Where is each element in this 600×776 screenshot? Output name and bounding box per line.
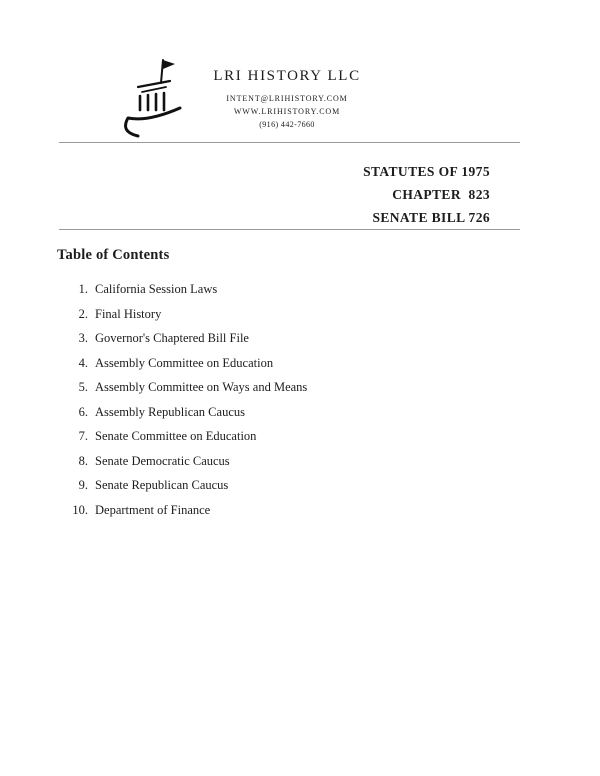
toc-item xyxy=(0,375,600,400)
lri-capitol-logo-icon xyxy=(118,56,198,142)
toc-item xyxy=(0,449,600,474)
toc-item-label: Assembly Committee on Ways and Means xyxy=(95,380,308,394)
toc-item-number: 8. xyxy=(78,453,88,468)
toc-item-label: Senate Republican Caucus xyxy=(95,478,229,492)
toc-item xyxy=(0,326,600,351)
toc-item xyxy=(0,424,600,449)
toc-item-number: 1. xyxy=(78,282,88,296)
toc-item-number: 2. xyxy=(78,306,88,321)
toc-item-label: Assembly Republican Caucus xyxy=(95,404,245,419)
divider-middle xyxy=(59,229,520,230)
toc-item-label: California Session Laws xyxy=(95,282,218,296)
toc-list xyxy=(0,277,600,522)
toc-item-label: Governor's Chaptered Bill File xyxy=(95,331,249,345)
toc-item-label: Senate Committee on Education xyxy=(95,429,257,443)
toc-item xyxy=(0,277,600,302)
company-name: LRI HISTORY LLC xyxy=(213,67,361,84)
email-address: INTENT@LRIHISTORY.COM xyxy=(226,93,348,103)
toc-item xyxy=(0,498,600,523)
toc-item-label: Assembly Committee on Education xyxy=(95,355,274,370)
statute-year: STATUTES OF 1975 xyxy=(363,164,490,179)
toc-item-number: 5. xyxy=(78,380,88,394)
statute-bill: SENATE BILL 726 xyxy=(372,210,490,225)
toc-item-number: 10. xyxy=(72,502,88,517)
phone-number: (916) 442-7660 xyxy=(259,119,315,129)
letterhead xyxy=(118,0,600,142)
toc-item xyxy=(0,351,600,376)
statute-chapter: CHAPTER 823 xyxy=(392,187,490,202)
toc-title: Table of Contents xyxy=(57,247,170,263)
toc-item-label: Department of Finance xyxy=(95,502,211,517)
toc-item-number: 4. xyxy=(78,355,88,370)
toc-item-number: 9. xyxy=(78,478,88,492)
website-address: WWW.LRIHISTORY.COM xyxy=(233,106,341,116)
toc-item-number: 7. xyxy=(78,429,88,443)
toc-item-label: Senate Democratic Caucus xyxy=(95,453,230,468)
toc-item xyxy=(0,400,600,425)
statute-block xyxy=(59,160,520,229)
toc-item xyxy=(0,302,600,327)
toc-item-number: 6. xyxy=(78,404,88,419)
contact-block xyxy=(212,68,362,131)
toc-item xyxy=(0,473,600,498)
toc-item-number: 3. xyxy=(78,331,88,345)
divider-top xyxy=(59,142,520,143)
toc-item-label: Final History xyxy=(95,306,162,321)
